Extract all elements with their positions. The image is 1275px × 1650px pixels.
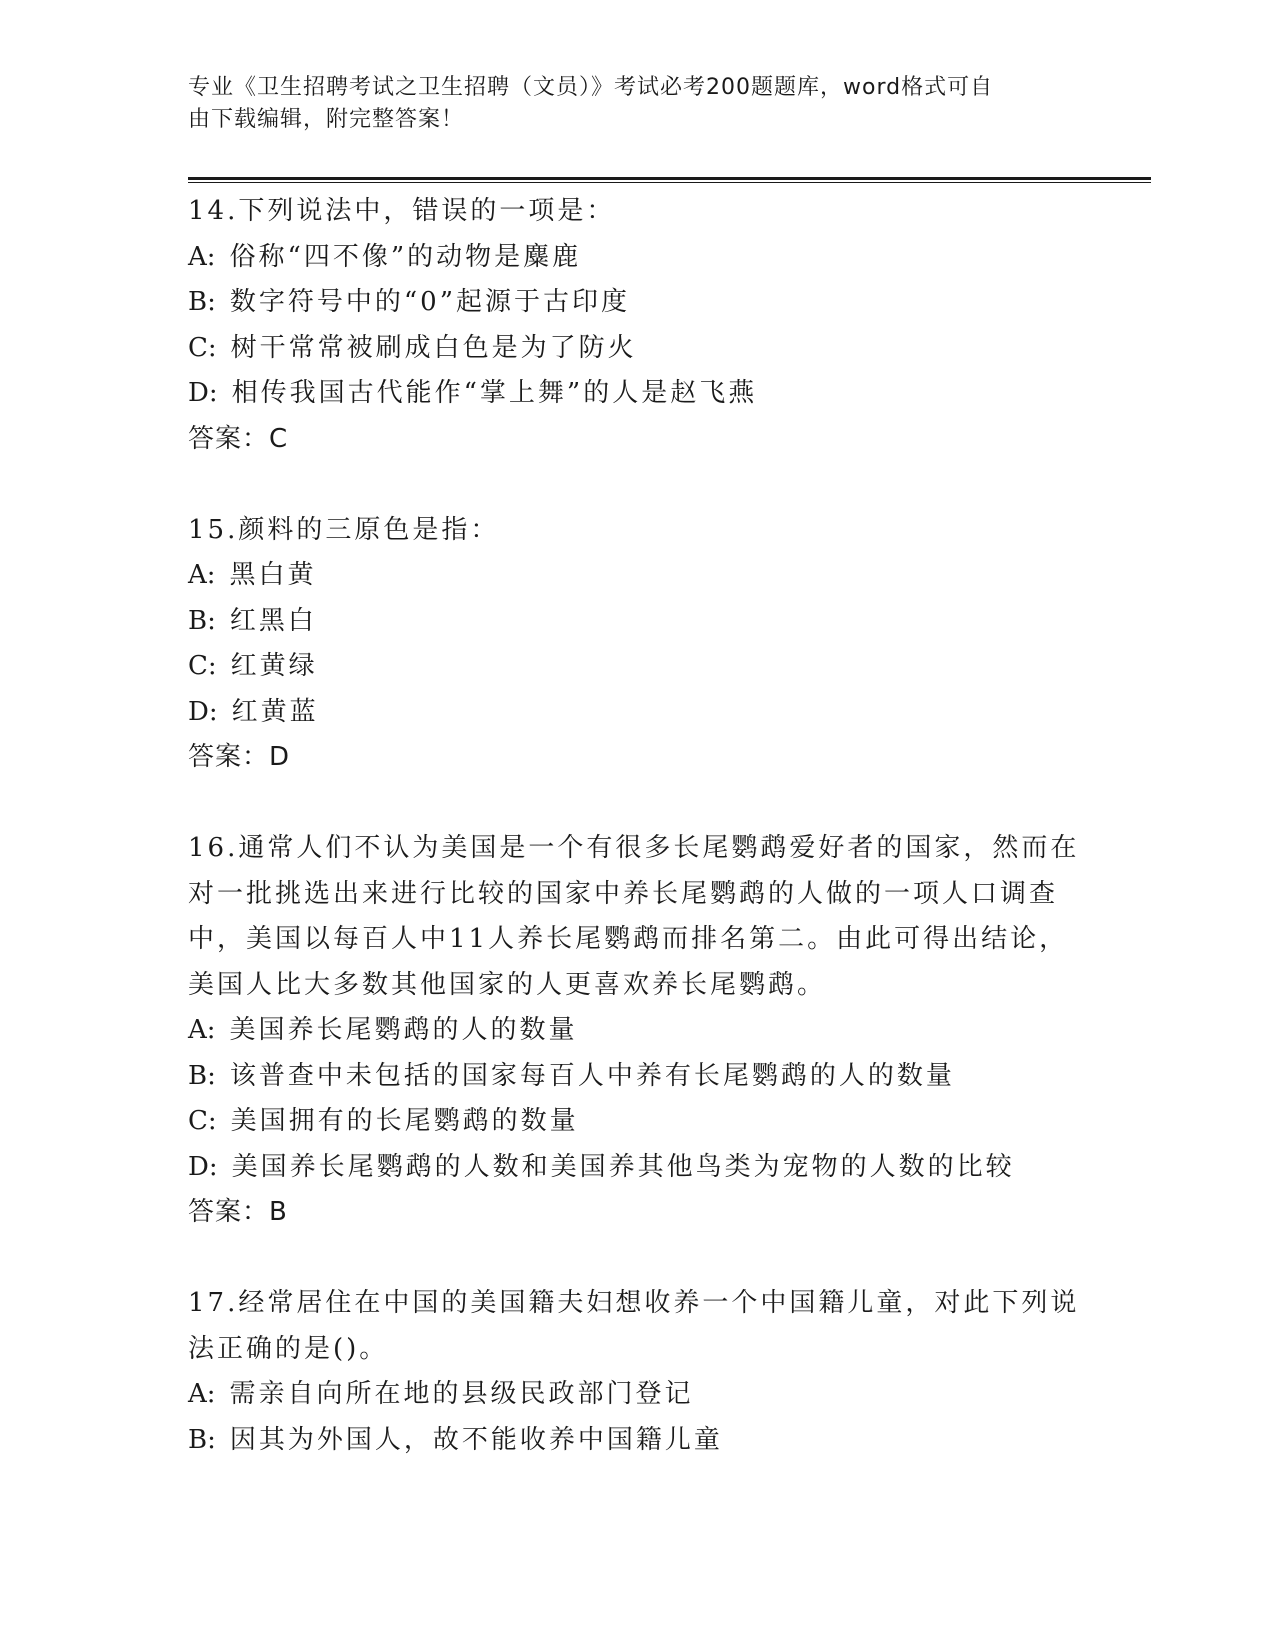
- option-letter: A:: [188, 1379, 216, 1409]
- option-text: 俗称“四不像”的动物是麋鹿: [229, 241, 582, 272]
- option-letter: C:: [188, 1106, 217, 1136]
- answer-option: [188, 371, 1088, 417]
- option-letter: B:: [188, 605, 216, 636]
- option-text: 红黄蓝: [231, 696, 319, 727]
- answer-option: [188, 280, 1088, 326]
- option-text: 树干常常被刷成白色是为了防火: [230, 332, 637, 363]
- option-text: 因其为外国人，故不能收养中国籍儿童: [229, 1424, 723, 1455]
- option-text: 该普查中未包括的国家每百人中养有长尾鹦鹉的人的数量: [229, 1060, 955, 1091]
- answer-key: 答案：B: [188, 1197, 288, 1227]
- question-list: [188, 189, 1088, 1463]
- answer-option: [188, 1145, 1088, 1191]
- answer-key: 答案：D: [188, 742, 291, 772]
- option-text: 黑白黄: [229, 560, 317, 590]
- option-letter: B:: [188, 287, 216, 317]
- option-letter: B:: [188, 1424, 216, 1455]
- option-text: 相传我国古代能作“掌上舞”的人是赵飞燕: [231, 378, 758, 408]
- answer-option: [188, 1008, 1088, 1054]
- question-spacer: [188, 781, 1088, 827]
- answer-option: [188, 599, 1088, 645]
- option-letter: A:: [188, 1015, 216, 1045]
- question-stem-line: 14.下列说法中，错误的一项是：: [188, 196, 616, 226]
- option-letter: A:: [188, 241, 216, 272]
- option-letter: D:: [188, 378, 218, 408]
- question-spacer: [188, 462, 1088, 508]
- question-stem-line: 美国人比大多数其他国家的人更喜欢养长尾鹦鹉。: [188, 969, 827, 1000]
- option-text: 需亲自向所在地的县级民政部门登记: [229, 1379, 694, 1409]
- header-divider-thick: [188, 177, 1151, 180]
- question-block: [188, 826, 1088, 1236]
- answer-option: [188, 1418, 1088, 1464]
- option-text: 美国养长尾鹦鹉的人数和美国养其他鸟类为宠物的人数的比较: [231, 1151, 1015, 1182]
- answer-option: [188, 644, 1088, 690]
- document-header: [188, 72, 1068, 136]
- question-block: [188, 1281, 1088, 1463]
- question-stem-line: 法正确的是()。: [188, 1333, 389, 1364]
- question-stem-line: 15.颜料的三原色是指：: [188, 514, 500, 545]
- question-spacer: [188, 1236, 1088, 1282]
- option-text: 红黑白: [229, 605, 317, 636]
- option-letter: D:: [188, 696, 218, 727]
- answer-option: [188, 1099, 1088, 1145]
- question-stem-line: 中，美国以每百人中11人养长尾鹦鹉而排名第二。由此可得出结论，: [188, 924, 1069, 954]
- option-letter: D:: [188, 1151, 218, 1182]
- option-text: 美国拥有的长尾鹦鹉的数量: [230, 1106, 579, 1136]
- answer-option: [188, 326, 1088, 372]
- option-letter: A:: [188, 560, 216, 590]
- header-line-1: 专业《卫生招聘考试之卫生招聘（文员）》考试必考200题题库，word格式可自: [188, 75, 994, 100]
- answer-option: [188, 690, 1088, 736]
- option-text: 数字符号中的“0”起源于古印度: [229, 287, 631, 317]
- header-line-2: 由下载编辑，附完整答案！: [188, 107, 465, 132]
- answer-option: [188, 1372, 1088, 1418]
- answer-option: [188, 235, 1088, 281]
- option-letter: B:: [188, 1060, 216, 1091]
- answer-option: [188, 553, 1088, 599]
- question-stem-line: 16.通常人们不认为美国是一个有很多长尾鹦鹉爱好者的国家，然而在: [188, 833, 1080, 863]
- option-letter: C:: [188, 651, 217, 681]
- option-text: 美国养长尾鹦鹉的人的数量: [229, 1015, 578, 1045]
- answer-option: [188, 1054, 1088, 1100]
- answer-key: 答案：C: [188, 423, 289, 454]
- question-block: [188, 508, 1088, 781]
- option-text: 红黄绿: [230, 651, 318, 681]
- question-stem-line: 对一批挑选出来进行比较的国家中养长尾鹦鹉的人做的一项人口调查: [188, 878, 1059, 909]
- question-stem-line: 17.经常居住在中国的美国籍夫妇想收养一个中国籍儿童，对此下列说: [188, 1288, 1080, 1318]
- question-block: [188, 189, 1088, 462]
- header-divider-thin: [188, 182, 1151, 183]
- option-letter: C:: [188, 332, 217, 363]
